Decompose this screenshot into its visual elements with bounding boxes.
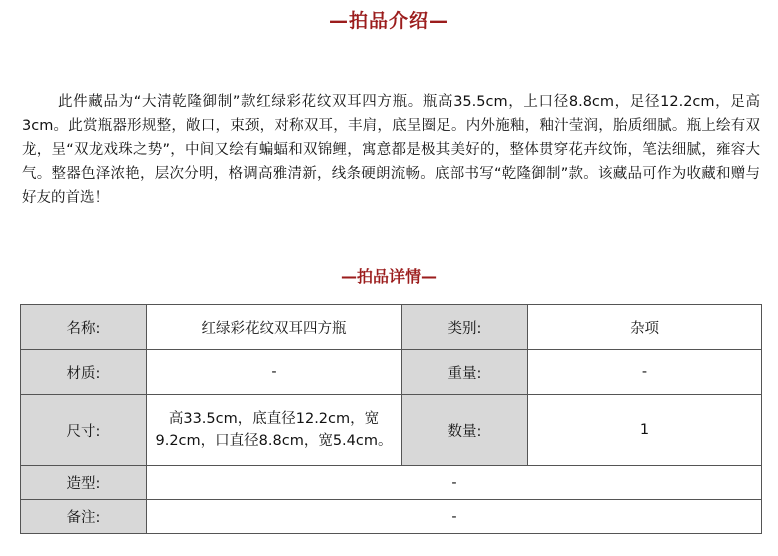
- quantity-label: 数量:: [402, 395, 528, 466]
- shape-value: -: [147, 466, 762, 500]
- weight-label: 重量:: [402, 350, 528, 395]
- category-value: 杂项: [528, 305, 762, 350]
- name-label: 名称:: [21, 305, 147, 350]
- section-title-intro: —拍品介绍—: [328, 10, 449, 32]
- details-table: [20, 304, 762, 534]
- size-value: 高33.5cm，底直径12.2cm，宽9.2cm，口直径8.8cm，宽5.4cm。: [147, 395, 402, 466]
- name-value: 红绿彩花纹双耳四方瓶: [147, 305, 402, 350]
- notes-value: -: [147, 500, 762, 534]
- item-description: 此件藏品为“大清乾隆御制”款红绿彩花纹双耳四方瓶。瓶高35.5cm，上口径8.8cm，足径12.2cm，足高3cm。此赏瓶器形规整，敞口，束颈，对称双耳，丰肩，底呈圈足。内外施釉，釉汁莹润，胎质细腻。瓶上绘有双龙，呈“双龙戏珠之势”，中间又绘有蝙蝠和双锦鲤，寓意都是极其美好的，整体贯穿花卉纹饰，笔法细腻，雍容大气。整器色泽浓艳，层次分明，格调高雅清新，线条硬朗流畅。底部书写“乾隆御制”款。该藏品可作为收藏和赠与好友的首选！: [22, 94, 760, 206]
- table-row: [21, 500, 762, 534]
- table-row: [21, 395, 762, 466]
- weight-value: -: [528, 350, 762, 395]
- table-row: [21, 350, 762, 395]
- table-row: [21, 305, 762, 350]
- material-value: -: [147, 350, 402, 395]
- quantity-value: 1: [528, 395, 762, 466]
- table-row: [21, 466, 762, 500]
- shape-label: 造型:: [21, 466, 147, 500]
- notes-label: 备注:: [21, 500, 147, 534]
- material-label: 材质:: [21, 350, 147, 395]
- size-label: 尺寸:: [21, 395, 147, 466]
- section-title-details: —拍品详情—: [340, 267, 437, 286]
- category-label: 类别:: [402, 305, 528, 350]
